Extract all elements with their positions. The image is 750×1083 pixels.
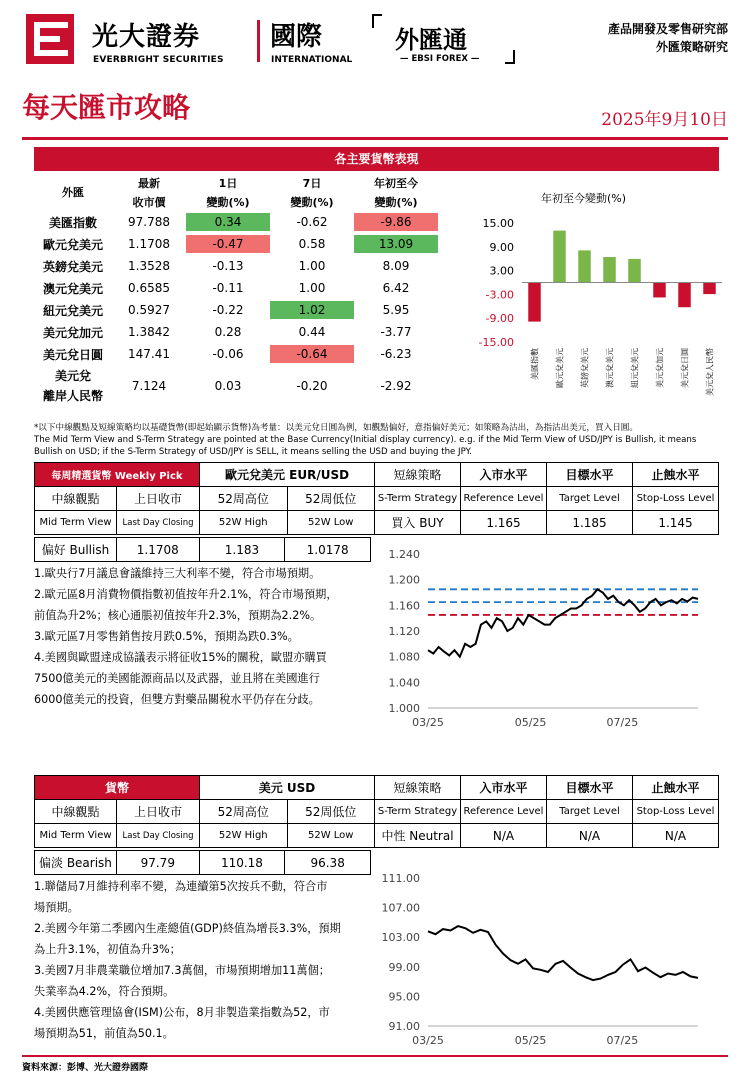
major-currencies-heading: 各主要貨幣表現: [34, 147, 719, 171]
row-ytd: [354, 233, 438, 255]
h-entry-en: Reference Level: [461, 800, 547, 824]
h-mid-en: Mid Term View: [35, 511, 117, 535]
bullet-line: 3.美國7月非農業職位增加7.3萬個，市場預期增加11萬個；: [34, 964, 330, 977]
usd-low: 96.38: [285, 851, 371, 875]
y-tick-label: 107.00: [381, 901, 420, 915]
source-note: 資料來源：彭博、光大證券國際: [22, 1063, 149, 1073]
y-tick-label: 3.00: [489, 264, 514, 278]
eur-strategy: 買入 BUY: [375, 511, 461, 535]
ytd-bar: [578, 250, 591, 282]
row-name: 澳元兌美元: [42, 281, 103, 296]
row-d1: 0.28: [214, 325, 242, 339]
usd-view: 偏淡 Bearish: [35, 851, 117, 875]
eur-view-table: [34, 537, 371, 562]
table-row: [34, 277, 438, 299]
ytd-bar-chart: [470, 205, 730, 415]
row-name: 歐元兌美元: [42, 237, 103, 252]
y-tick-label: 91.00: [388, 1020, 420, 1033]
h-mid-en: Mid Term View: [35, 824, 117, 848]
row-ytd: [354, 211, 438, 233]
major-currencies-table: [34, 173, 438, 407]
x-category-label: 紐元兌美元: [630, 348, 640, 388]
table-row: [34, 365, 438, 407]
ytd-bar: [528, 283, 541, 322]
y-tick-label: 15.00: [482, 217, 514, 230]
y-tick-label: 103.00: [381, 931, 420, 945]
col-header-ytd-1: 年初至今: [374, 176, 418, 190]
h-strategy: 短線策略: [375, 463, 461, 487]
highlight-cell: 0.34: [186, 213, 270, 231]
row-d1: -0.22: [212, 303, 244, 317]
usd-table: [34, 775, 719, 848]
eur-row-1: [35, 463, 719, 487]
bullet-line: 6000億美元的投資，但雙方對藥品關稅水平仍存在分歧。: [34, 693, 320, 706]
footer-rule: [22, 1055, 728, 1057]
usd-target: N/A: [547, 824, 633, 848]
h-low: 52周低位: [287, 800, 375, 824]
h-entry-en: Reference Level: [461, 487, 547, 511]
usd-pair: 美元 USD: [200, 776, 375, 800]
row-close: 7.124: [131, 379, 167, 393]
usd-commentary: [34, 876, 374, 1044]
x-category-label: 英鎊兌美元: [580, 348, 590, 388]
h-strategy: 短線策略: [375, 776, 461, 800]
row-close: 97.788: [128, 215, 170, 229]
highlight-cell: 13.09: [354, 235, 438, 253]
y-tick-label: 9.00: [489, 240, 514, 254]
y-tick-label: -15.00: [478, 336, 514, 349]
h-high: 52周高位: [200, 487, 288, 511]
price-line: [428, 926, 698, 980]
ytd-bar: [553, 231, 566, 283]
row-d7: 0.58: [298, 237, 326, 251]
bullet-line: 2.歐元區8月消費物價指數初值按年升2.1%，符合市場預期，: [34, 588, 338, 601]
y-tick-label: 1.040: [388, 676, 420, 690]
note-line-3: Bullish on USD; if the S-Term Strategy of USD/JPY is SELL, it means selling the USD and buying the JPY.: [34, 447, 472, 457]
eur-high: 1.183: [199, 538, 285, 562]
h-low-en: 52W Low: [287, 511, 375, 535]
x-category-label: 美元兌人民幣: [705, 348, 715, 396]
h-entry: 入市水平: [461, 463, 547, 487]
department-line-1: 產品開發及零售研究部: [607, 22, 728, 36]
col-header-7d-1: 7日: [302, 176, 322, 190]
row-7d: -0.20: [296, 379, 328, 393]
table-row: [34, 211, 438, 233]
bullet-line: 為上升3.1%，初值為升3%；: [34, 943, 181, 956]
price-line: [428, 589, 698, 656]
row-d7: 0.44: [298, 325, 326, 339]
row-d1: [186, 211, 270, 233]
table-row: [34, 299, 438, 321]
h-target: 目標水平: [547, 463, 633, 487]
eur-table: [34, 462, 719, 535]
ytd-bar: [603, 257, 616, 282]
usd-row-1: [35, 776, 719, 800]
brand-separator: [257, 20, 260, 62]
h-target: 目標水平: [547, 776, 633, 800]
brand-name-en: EVERBRIGHT SECURITIES: [93, 55, 224, 65]
eur-usd-line-chart: [380, 544, 720, 734]
row-d7: [270, 299, 354, 321]
x-category-label: 歐元兌美元: [555, 348, 565, 388]
h-mid: 中線觀點: [35, 800, 117, 824]
col-header-name: 外匯: [62, 186, 84, 199]
row-d1: [186, 233, 270, 255]
ytd-chart-title: 年初至今變動(%): [541, 192, 627, 205]
x-category-label: 美匯指數: [530, 348, 540, 380]
x-category-label: 美元兌日圓: [680, 348, 690, 388]
h-stop-en: Stop-Loss Level: [633, 800, 719, 824]
x-category-label: 美元兌加元: [655, 348, 665, 388]
eur-pair: 歐元兌美元 EUR/USD: [200, 463, 375, 487]
row-ytd: -2.92: [380, 379, 412, 393]
usd-strategy: 中性 Neutral: [375, 824, 461, 848]
ytd-bar: [653, 283, 666, 298]
h-mid: 中線觀點: [35, 487, 117, 511]
highlight-cell: -0.64: [270, 345, 354, 363]
h-close-en: Last Day Closing: [117, 824, 200, 848]
everbright-logo-icon: [26, 14, 74, 64]
row-d7: 1.00: [298, 259, 326, 273]
usd-view-row: [35, 851, 371, 875]
forex-brand-en: — EBSI FOREX —: [400, 54, 480, 64]
usd-stop: N/A: [633, 824, 719, 848]
eur-stop: 1.145: [633, 511, 719, 535]
report-date: 2025年9月10日: [601, 110, 728, 130]
x-tick-label: 05/25: [514, 716, 547, 729]
highlight-cell: -9.86: [354, 213, 438, 231]
h-low-en: 52W Low: [287, 824, 375, 848]
table-row: [34, 233, 438, 255]
col-header-1d-1: 1日: [218, 176, 238, 190]
row-close: 0.5927: [128, 303, 170, 317]
y-tick-label: 1.160: [388, 599, 420, 613]
ytd-bar: [678, 283, 691, 308]
bullet-line: 場預期。: [34, 901, 79, 914]
usd-view-table: [34, 850, 371, 875]
h-high-en: 52W High: [200, 511, 288, 535]
weekly-pick-label: 每周精選貨幣 Weekly Pick: [35, 463, 200, 487]
table-header-row: [34, 173, 438, 192]
bullet-line: 4.美國供應管理協會(ISM)公布，8月非製造業指數為52，市: [34, 1006, 330, 1019]
h-entry: 入市水平: [461, 776, 547, 800]
bullet-line: 2.美國今年第二季國內生產總值(GDP)終值為增長3.3%，預期: [34, 922, 341, 935]
bracket-open: [372, 14, 382, 28]
eur-target: 1.185: [547, 511, 633, 535]
row-name: 美元兌日圓: [42, 347, 103, 362]
row-name: 美匯指數: [48, 215, 97, 230]
row-d7: [270, 343, 354, 365]
row-name: 英鎊兌美元: [42, 259, 103, 274]
x-tick-label: 07/25: [606, 1034, 639, 1047]
row-close: 147.41: [128, 347, 170, 361]
bullet-line: 1.聯儲局7月維持利率不變，為連續第5次按兵不動，符合市: [34, 880, 328, 893]
row-name: [34, 365, 112, 407]
row-d1: -0.11: [212, 281, 244, 295]
bullet-line: 3.歐元區7月零售銷售按月跌0.5%，預期為跌0.3%。: [34, 630, 299, 643]
x-tick-label: 03/25: [412, 716, 444, 729]
col-header-ytd-2: 變動(%): [374, 195, 418, 209]
h-target-en: Target Level: [547, 487, 633, 511]
y-tick-label: 99.00: [388, 960, 420, 974]
row-1d: 0.03: [214, 379, 242, 393]
h-stop: 止蝕水平: [633, 776, 719, 800]
h-high: 52周高位: [200, 800, 288, 824]
department: [608, 20, 728, 56]
ytd-bar: [703, 283, 716, 295]
h-strategy-en: S-Term Strategy: [375, 487, 461, 511]
y-tick-label: 1.080: [388, 650, 420, 664]
ytd-bar: [628, 259, 641, 283]
usd-entry: N/A: [461, 824, 547, 848]
row-name-line-2: 離岸人民幣: [42, 389, 103, 403]
highlight-cell: 1.02: [270, 301, 354, 319]
note-line-2: The Mid Term View and S-Term Strategy are pointed at the Base Currency(Initial display currency). e.g. if the Mid Term View of USD/JPY is Bullish, it means: [34, 435, 697, 445]
h-close: 上日收市: [117, 487, 200, 511]
bullet-line: 場預期為51，前值為50.1。: [34, 1027, 174, 1040]
row-d1: -0.13: [212, 259, 244, 273]
bullet-line: 1.歐央行7月議息會議維持三大利率不變，符合市場預期。: [34, 567, 321, 580]
h-stop: 止蝕水平: [633, 463, 719, 487]
row-name-line-1: 美元兌: [54, 369, 91, 383]
y-tick-label: -3.00: [485, 288, 514, 302]
h-stop-en: Stop-Loss Level: [633, 487, 719, 511]
brand-name-cn: 光大證券: [92, 22, 201, 52]
row-close: 1.3528: [128, 259, 170, 273]
international-cn: 國際: [270, 22, 323, 52]
row-ytd: 5.95: [382, 303, 410, 317]
usd-high: 110.18: [199, 851, 285, 875]
department-line-2: 外匯策略研究: [655, 40, 728, 54]
eur-view-row: [35, 538, 371, 562]
y-tick-label: 1.200: [388, 573, 420, 587]
bullet-line: 4.美國與歐盟達成協議表示將征收15%的關稅，歐盟亦購買: [34, 651, 327, 664]
usd-close: 97.79: [116, 851, 199, 875]
col-header-1d-2: 變動(%): [206, 195, 250, 209]
x-tick-label: 07/25: [606, 716, 639, 729]
h-close: 上日收市: [117, 800, 200, 824]
eur-row-2: [35, 487, 719, 511]
row-d1: -0.06: [212, 347, 244, 361]
row-name: 美元兌加元: [42, 325, 103, 340]
usd-row-3: [35, 824, 719, 848]
x-tick-label: 03/25: [412, 1034, 444, 1047]
row-close: 1.3842: [128, 325, 170, 339]
y-tick-label: 111.00: [381, 872, 420, 885]
bracket-close: [505, 50, 515, 64]
h-close-en: Last Day Closing: [117, 511, 200, 535]
forex-brand-cn: 外匯通: [395, 26, 467, 54]
usd-row-2: [35, 800, 719, 824]
y-tick-label: 1.120: [388, 625, 420, 638]
x-tick-label: 05/25: [514, 1034, 547, 1047]
y-tick-label: 1.000: [388, 702, 420, 715]
row-name: 紐元兌美元: [42, 303, 103, 318]
row-close: 1.1708: [128, 237, 170, 251]
row-d7: -0.62: [296, 215, 328, 229]
row-ytd: -3.77: [380, 325, 412, 339]
bullet-line: 前值為升2%；核心通脹初值按年升2.3%，預期為2.2%。: [34, 609, 322, 622]
highlight-cell: -0.47: [186, 235, 270, 253]
strategy-note: [34, 422, 724, 458]
h-low: 52周低位: [287, 487, 375, 511]
col-header-close-2: 收市價: [132, 195, 166, 209]
row-ytd: 8.09: [382, 259, 410, 273]
x-category-label: 澳元兌美元: [605, 348, 615, 388]
note-line-1: *以下中線觀點及短線策略均以基礎貨幣(即起始顯示貨幣)為考量：以美元兌日圓為例，如觀點偏好，意指偏好美元；如策略為沽出，為指沽出美元，買入日圓。: [34, 423, 638, 433]
y-tick-label: -9.00: [485, 312, 514, 326]
table-row: [34, 343, 438, 365]
eur-commentary: [34, 563, 374, 710]
page-title: 每天匯市攻略: [22, 91, 191, 124]
bullet-line: 失業率為4.2%，符合預期。: [34, 985, 175, 998]
h-target-en: Target Level: [547, 800, 633, 824]
h-strategy-en: S-Term Strategy: [375, 800, 461, 824]
col-header-7d-2: 變動(%): [290, 195, 334, 209]
table-row: [34, 255, 438, 277]
usd-currency-label: 貨幣: [35, 776, 200, 800]
y-tick-label: 1.240: [388, 548, 420, 561]
international-en: INTERNATIONAL: [271, 55, 353, 65]
row-ytd: -6.23: [380, 347, 412, 361]
table-row: [34, 321, 438, 343]
usd-index-line-chart: [380, 866, 720, 1054]
row-d7: 1.00: [298, 281, 326, 295]
eur-view: 偏好 Bullish: [35, 538, 117, 562]
eur-close: 1.1708: [116, 538, 199, 562]
eur-entry: 1.165: [461, 511, 547, 535]
eur-low: 1.0178: [285, 538, 371, 562]
col-header-close-1: 最新: [138, 176, 160, 190]
row-ytd: 6.42: [382, 281, 410, 295]
eur-row-3: [35, 511, 719, 535]
row-close: 0.6585: [128, 281, 170, 295]
header-rule: [22, 137, 728, 140]
bullet-line: 7500億美元的美國能源商品以及武器，並且將在美國進行: [34, 672, 320, 685]
h-high-en: 52W High: [200, 824, 288, 848]
y-tick-label: 95.00: [388, 990, 420, 1004]
